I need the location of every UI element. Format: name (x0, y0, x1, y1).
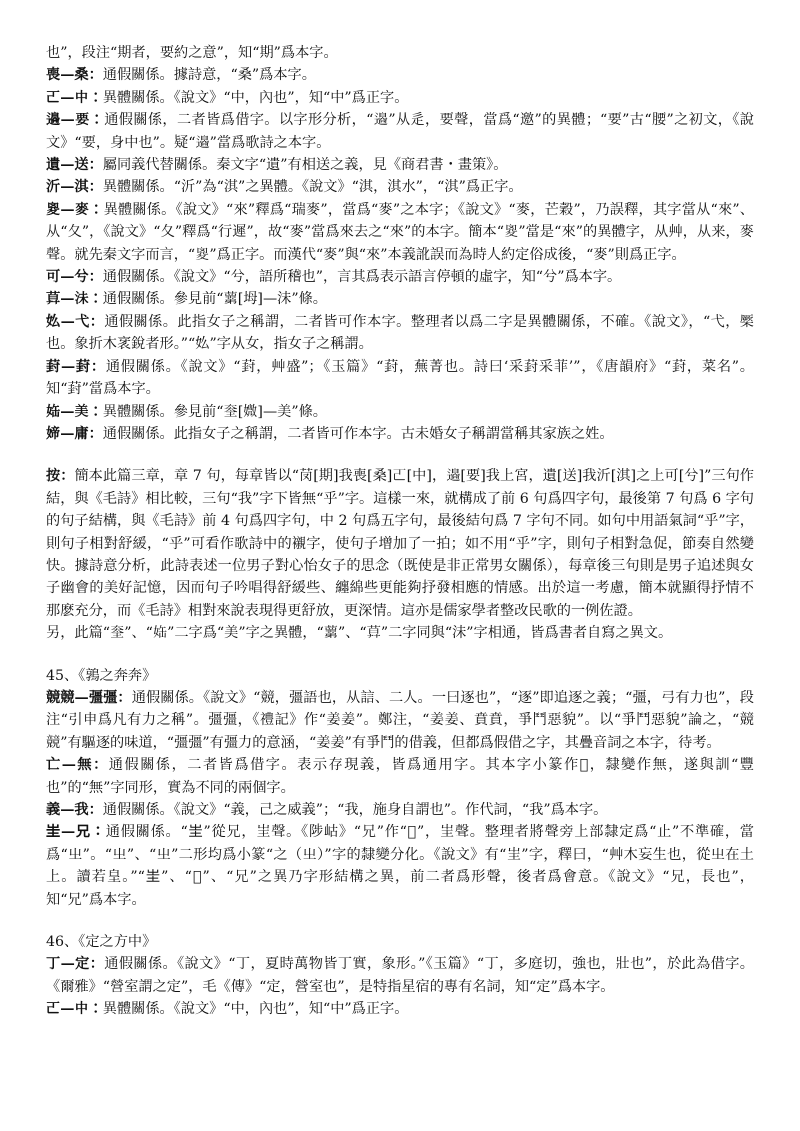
entry-zhong (46, 87, 754, 109)
entry-text: 通假關係。據詩意，“桑”爲本字。 (102, 67, 316, 84)
entry-term: 喪—桑： (46, 67, 103, 84)
entry-xi (46, 266, 754, 288)
entry-text: 異體關係。參見前“𡙃[媺]—美”條。 (102, 403, 327, 420)
entry-wu (46, 754, 754, 799)
entry-yi (46, 311, 754, 356)
entry-term: 可—兮： (46, 269, 103, 286)
entry-term: 𡜊—美： (46, 403, 103, 420)
section-45 (46, 665, 754, 911)
entry-term: 𨘢—要： (46, 112, 105, 129)
entry-text: 通假關係。《說文》“義，己之威義”；“我，施身自謂也”。作代詞，“我”爲本字。 (102, 802, 608, 818)
entry-text: 異體關係。《說文》“來”釋爲“瑞麥”，當爲“麥”之本字；《說文》“麥，芒穀”，乃誤釋，其字當从“來”、从“夂”，《說文》“夂”釋爲“行遲”，故“麥”當爲來去之“來”的本字。簡本“𡕩”當是“來”的異體字，从艸，从来，麥聲。就先秦文字而言，“𡕩”爲正字。而漢代“麥”與“來”本義訛誤而為時人約定俗成後，“麥”則爲正字。 (46, 201, 754, 263)
entry-jingjing (46, 687, 754, 754)
entry-text: 通假關係。《說文》“兮，語所稽也”，言其爲表示語言停頓的虛字，知“兮”爲本字。 (102, 269, 622, 286)
entry-term: 競競—彊彊： (46, 689, 132, 706)
entry-term: 葑—葑： (46, 358, 106, 375)
entry-text: 通假關係。《說文》“葑，艸盛”；《玉篇》“葑，蕪菁也。詩曰‘采葑采菲’”，《唐韻府》“葑，菜名”。知“葑”當爲本字。 (46, 358, 754, 398)
entry-feng (46, 356, 754, 401)
entry-song (46, 154, 754, 176)
entry-continuation: 也”，段注“期者，要約之意”，知“期”爲本字。 (46, 45, 338, 61)
entry-term: 𠀀—中： (46, 1001, 103, 1018)
entry-block-1 (46, 42, 754, 445)
section-heading: 45、《鶉之奔奔》 (46, 667, 157, 684)
commentary-label: 按： (46, 468, 75, 485)
commentary-extra: 另，此篇“𡙃”、“𡜊”二字爲“美”字之異體，“𧃣”、“𦱤”二字同與“沬”字相通，皆爲書者自寫之異文。 (46, 625, 673, 642)
entry-text: 通假關係。《說文》“競，彊語也，从誩、二人。一曰逐也”，“逐”即追逐之義；“彊，弓有力也”，段注“引申爲凡有力之稱”。彊彊，《禮記》作“姜姜”。鄭注，“姜姜、賁賁，爭鬥惡貌”。以“爭鬥惡貌”論之，“競競”有驅逐的味道，“彊彊”有彊力的意涵，“姜姜”有爭鬥的借義，但都爲假借之字，其疊音詞之本字，待考。 (46, 689, 754, 751)
entry-text: 通假關係。此指女子之稱謂，二者皆可作本字。整理者以爲二字是異體關係，不確。《說文》，“弋，橜也。象折木衺銳者形。”“𡚸”字从女，指女子之稱謂。 (46, 313, 754, 353)
spacer (46, 911, 754, 931)
entry-mei (46, 401, 754, 423)
entry-yao (46, 109, 754, 154)
entry-term: 亡—無： (46, 757, 109, 774)
entry-term: 𡕩—麥： (46, 201, 104, 218)
entry-text: 異體關係。《說文》“中，內也”，知“中”爲正字。 (102, 89, 409, 106)
entry-text: 通假關係。“𡉚”從兄，㞷聲。《陟岵》“兄”作“𡉥”，㞷聲。整理者將聲旁上部隸定爲“止”不準確，當爲“㞢”。“㞢”、“㞢”二形均爲小篆“之（㞢）”字的隸變分化。《說文》有“㞷”字，釋曰，“艸木妄生也，從㞢在土上。讀若皇。”“𡉚”、“𡉥”、“兄”之異乃字形結構之異，前二者爲形聲，後者爲會意。《說文》“兄，長也”，知“兄”爲本字。 (46, 824, 754, 908)
commentary-block (46, 465, 754, 644)
entry-term: 𡚸—弋： (46, 313, 105, 330)
entry-text: 異體關係。《說文》“中，內也”，知“中”爲正字。 (102, 1001, 409, 1018)
commentary-text: 簡本此篇三章，章 7 句，每章皆以“𦬣[期]我喪[桑]𠀀[中]，𨘢[要]我上宮，遺[送]我沂[淇]之上可[兮]”三句作結，與《毛詩》相比較，三句“我”字下皆無“乎”字。這樣一來，就構成了前 6 句爲四字句，最後第 7 句爲 6 字句的句子結構，與《毛詩》前 4 句爲四字句，中 2 句爲五字句，最後結句爲 7 字句不同。如句中用語氣詞“乎”字，則句子相對舒緩，“乎”可看作歌詩中的襯字，使句子增加了一拍；如不用“乎”字，則句子相對急促，節奏自然變快。據詩意分析，此詩表述一位男子對心怡女子的思念（既使是非正常男女關係），每章後三句則是男子追述與女子幽會的美好記憶，因而句子吟唱得舒緩些、纏綿些更能夠抒發相應的情感。出於這一考慮，簡本就顯得抒情不那麽充分，而《毛詩》相對來說表現得更舒放，更深情。這亦是儒家學者整改民歌的一例佐證。 (46, 468, 754, 619)
entry-text: 屬同義代替關係。秦文字“遺”有相送之義，見《商君書・畫策》。 (102, 157, 508, 174)
entry-text: 異體關係。“沂”為“淇”之異體。《說文》“淇，淇水”，“淇”爲正字。 (102, 179, 523, 196)
entry-term: 遺—送： (46, 157, 103, 174)
entry-term: 𦱤—沬： (46, 291, 103, 308)
entry-term: 義—我： (46, 802, 103, 818)
spacer (46, 445, 754, 465)
entry-text: 通假關係，二者皆爲借字。表示存現義，皆爲通用字。其本字小篆作𣞤，隸變作無，遂與訓“豐也”的“無”字同形，實為不同的兩個字。 (46, 757, 754, 796)
entry-text: 通假關係，二者皆爲借字。以字形分析，“𨘢”从辵，要聲，當爲“邀”的異體；“要”古“腰”之初文，《說文》“要，身中也”。疑“𨘢”當爲歌詩之本字。 (46, 112, 754, 151)
entry-qi (46, 176, 754, 198)
entry-zhong-2 (46, 998, 754, 1020)
entry-yong (46, 423, 754, 445)
entry-mei-water (46, 288, 754, 310)
section-heading: 46、《定之方中》 (46, 934, 157, 951)
entry-text: 通假關係。參見前“𧃣[坶]—沬”條。 (102, 291, 327, 308)
entry-term: 沂—淇： (46, 179, 103, 196)
entry-term: 媂—庸： (46, 425, 103, 442)
entry-mai (46, 199, 754, 266)
entry-text: 通假關係。《說文》“丁，夏時萬物皆丁實，象形。”《玉篇》“丁，多庭切，強也，壯也”，於此為借字。《爾雅》“營室謂之定”，毛《傳》“定，營室也”，是特指星宿的專有名詞，知“定”爲本字。 (46, 956, 754, 995)
entry-text: 通假關係。此指女子之稱謂，二者皆可作本字。古未婚女子稱謂當稱其家族之姓。 (102, 425, 614, 442)
spacer (46, 645, 754, 665)
commentary-paragraph (46, 465, 754, 622)
entry-ding (46, 953, 754, 998)
entry-term: 𡉚—兄： (46, 824, 106, 841)
section-46 (46, 931, 754, 1021)
entry-wo (46, 799, 754, 821)
entry-sang (46, 64, 754, 86)
entry-xiong (46, 821, 754, 911)
entry-term: 𠀀—中： (46, 89, 103, 106)
entry-term: 丁—定： (46, 956, 105, 973)
